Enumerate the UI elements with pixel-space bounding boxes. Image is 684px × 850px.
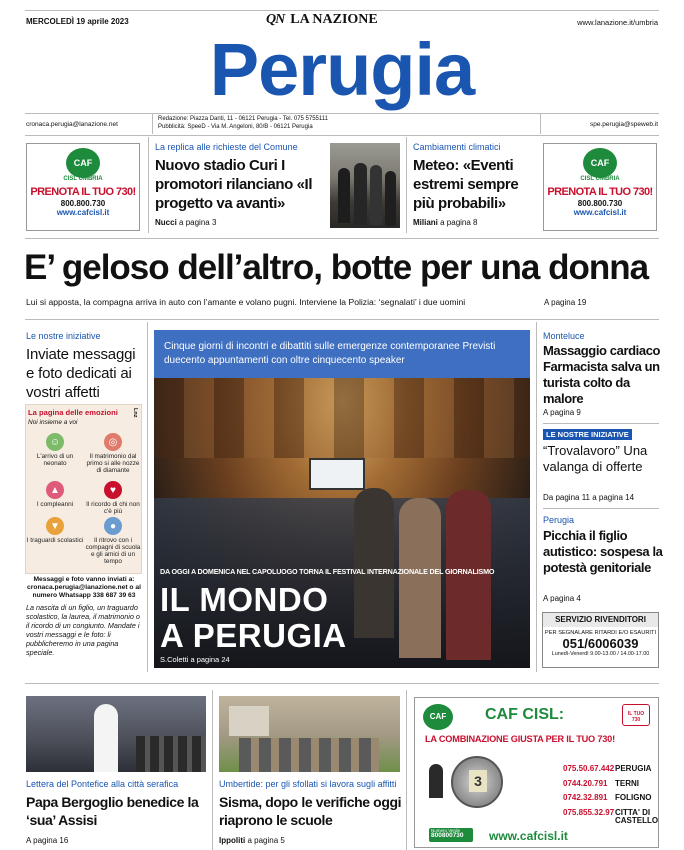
festival-headline[interactable]: IL MONDO A PERUGIA: [160, 581, 347, 654]
photo-school: [219, 696, 400, 772]
issue-date: MERCOLEDÌ 19 aprile 2023: [26, 17, 129, 26]
emo-compleanni: ▲ I compleanni: [26, 481, 84, 508]
stamp-icon: IL TUO 730: [622, 704, 650, 726]
main-subtitle: Lui si apposta, la compagna arriva in auto con l’amante e volano pugni. Interviene la Polizia: ‘segnalati’ i due uomini: [26, 297, 466, 307]
emotions-panel: La pagina delle emozioni Lnz Noi insieme a voi ☺ L'arrivo di un neonato ◎ Il matrimonio dal primo si alle nozze di diamante ▲ I compleanni ♥ Il ricordo di chi non c'è più ▼ I traguardi scolastici ● Il ritrovo con i compagni di scuola e gli amici di un tempo: [25, 404, 142, 574]
festival-overline: DA OGGI A DOMENICA NEL CAPOLUOGO TORNA IL FESTIVAL INTERNAZIONALE DEL GIORNALISMO: [160, 567, 495, 576]
emo-ritrovo: ● Il ritrovo con i compagni di scuola e gli amici di un tempo: [84, 517, 142, 565]
headline-trovalavoro[interactable]: “Trovalavoro” Una valanga di offerte: [543, 443, 648, 474]
headline-picchia[interactable]: Picchia il figlio autistico: sospesa la potestà genitoriale: [543, 528, 663, 575]
cake-icon: ▲: [46, 481, 64, 499]
emo-neonato: ☺ L'arrivo di un neonato: [26, 433, 84, 467]
kicker-stadio: La replica alle richieste del Comune: [155, 142, 298, 152]
emotions-body: La nascita di un figlio, un traguardo scolastico, la laurea, il matrimonio o il ricordo di un congiunto. Mandate i vostri messaggi e le foto: li pubblicheremo in una pagina speciale.: [26, 603, 140, 657]
caf-phone-list: 075.50.67.442 PERUGIA 0744.20.791 TERNI 0742.32.891 FOLIGNO 075.855.32.97 CITTA' DI CASTELLO: [563, 764, 659, 825]
photo-stadio-promoters: [330, 143, 400, 228]
headline-meteo[interactable]: Meteo: «Eventi estremi sempre più probabili»: [413, 157, 519, 212]
emotions-title: La pagina delle emozioni: [28, 408, 118, 417]
newspaper-logo[interactable]: [266, 12, 378, 28]
ref-stadio: Nucci a pagina 3: [155, 218, 217, 227]
main-headline[interactable]: E’ geloso dell’altro, botte per una donna: [24, 248, 649, 287]
kicker-sisma: Umbertide: per gli sfollati si lavora sugli affitti: [219, 779, 397, 789]
headline-papa[interactable]: Papa Bergoglio benedice la ‘sua’ Assisi: [26, 794, 199, 828]
website-link[interactable]: www.lanazione.it/umbria: [577, 18, 658, 27]
main-page-ref: A pagina 19: [544, 298, 587, 307]
qn-logo-mark: QN: [266, 12, 285, 27]
caf-ad-big[interactable]: [414, 697, 659, 848]
caf-big-title: CAF CISL:: [485, 706, 565, 723]
person-figure: [429, 764, 443, 798]
rivenditori-box[interactable]: SERVIZIO RIVENDITORI PER SEGNALARE RITARDI E/O ESAURITI 051/6006039 Lunedì-Venerdì 9.00-13.00 / 14.00-17.00: [542, 612, 659, 668]
heart-icon: ♥: [104, 481, 122, 499]
caf-logo: CAF: [423, 704, 453, 730]
headline-messaggi[interactable]: Inviate messaggi e foto dedicati ai vostri affetti: [26, 346, 136, 401]
ref-meteo: Miliani a pagina 8: [413, 218, 478, 227]
caf-url: www.cafcisl.it: [489, 829, 568, 843]
safe-dial-icon: 3: [451, 756, 503, 808]
kicker-meteo: Cambiamenti climatici: [413, 142, 501, 152]
email-left[interactable]: cronaca.perugia@lanazione.net: [26, 121, 118, 128]
emo-matrimonio: ◎ Il matrimonio dal primo si alle nozze di diamante: [84, 433, 142, 474]
masthead-contacts: Redazione: Piazza Danti, 11 - 06121 Perugia - Tel. 075 5755111 Pubblicità: SpeeD - Via M. Angeloni, 80/B - 06121 Perugia: [158, 116, 329, 130]
headline-stadio[interactable]: Nuovo stadio Curi I promotori rilanciano «Il progetto va avanti»: [155, 157, 313, 212]
emo-ricordo: ♥ Il ricordo di chi non c'è più: [84, 481, 142, 515]
kicker-monteluce: Monteluce: [543, 331, 585, 341]
photo-pope: [26, 696, 206, 772]
baby-icon: ☺: [46, 433, 64, 451]
ref-sisma: Ippoliti a pagina 5: [219, 836, 285, 845]
festival-banner: Cinque giorni di incontri e dibattiti sulle emergenze contemporanee Previsti duecento appuntamenti con oltre cinquecento speaker: [154, 330, 530, 378]
city-title: Perugia: [209, 28, 475, 111]
caf-tagline: LA COMBINAZIONE GIUSTA PER IL TUO 730!: [425, 734, 615, 744]
kicker-trovalavoro: LE NOSTRE INIZIATIVE: [543, 429, 632, 440]
headline-massaggio[interactable]: Massaggio cardiaco Farmacista salva un turista colto da malore: [543, 343, 661, 406]
newspaper-name: LA NAZIONE: [290, 12, 378, 27]
graduation-icon: ▼: [46, 517, 64, 535]
festival-ref: S.Coletti a pagina 24: [160, 655, 230, 664]
kicker-papa: Lettera del Pontefice alla città serafica: [26, 779, 179, 789]
headline-sisma[interactable]: Sisma, dopo le verifiche oggi riaprono le scuole: [219, 794, 402, 828]
kicker-iniziative: Le nostre iniziative: [26, 331, 101, 341]
send-info: Messaggi e foto vanno inviati a: cronaca.perugia@lanazione.net o al numero Whatsapp 338 687 39 63: [27, 576, 141, 599]
kicker-perugia: Perugia: [543, 515, 575, 525]
email-right[interactable]: spe.perugia@speweb.it: [589, 121, 658, 128]
green-number-badge: Numero Verde 800800730: [429, 828, 473, 842]
caf-ad-right[interactable]: CAF CISL UMBRIA PRENOTA IL TUO 730! 800.800.730 www.cafcisl.it: [543, 143, 657, 231]
caf-ad-left[interactable]: CAF CISL UMBRIA PRENOTA IL TUO 730! 800.800.730 www.cafcisl.it: [26, 143, 140, 231]
friends-icon: ●: [104, 517, 122, 535]
caf-logo: CAF: [66, 148, 100, 178]
emo-traguardi: ▼ I traguardi scolastici: [26, 517, 84, 544]
rings-icon: ◎: [104, 433, 122, 451]
